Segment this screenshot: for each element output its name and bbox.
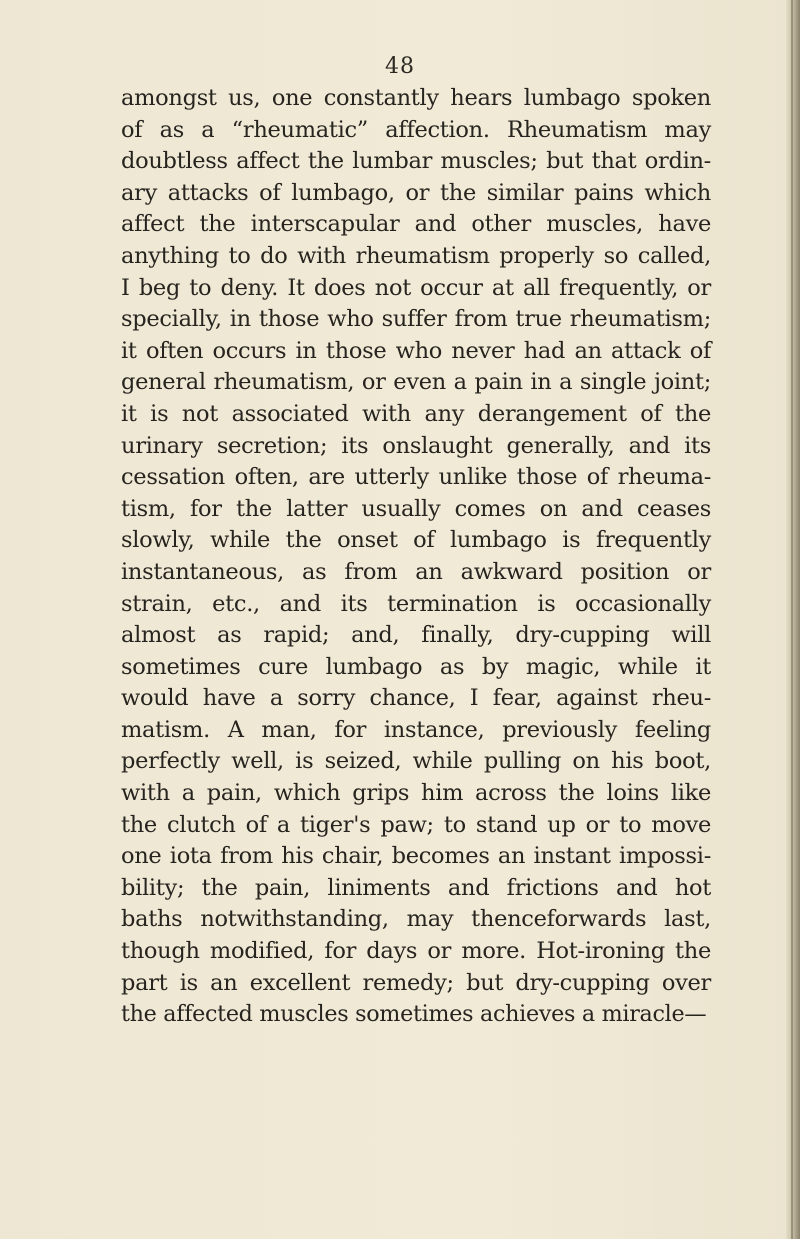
text-line: amongst us, one constantly hears lumbago spoken [121, 85, 711, 111]
text-line: though modified, for days or more. Hot-ironing the [121, 938, 711, 965]
text-line: anything to do with rheumatism properly so called, [121, 242, 711, 269]
page-edge-line [791, 0, 793, 1239]
page-number: 48 [385, 54, 415, 79]
text-line: doubtless affect the lumbar muscles; but that ordin- [121, 148, 711, 175]
text-line: it often occurs in those who never had an attack of [121, 337, 711, 364]
text-line: would have a sorry chance, I fear, against rheu- [121, 685, 711, 712]
text-line: matism. A man, for instance, previously feeling [121, 716, 711, 743]
text-line: cessation often, are utterly unlike those of rheuma- [121, 464, 711, 491]
text-line: with a pain, which grips him across the loins like [121, 780, 711, 807]
text-line: strain, etc., and its termination is occasionally [121, 590, 711, 617]
text-line: the clutch of a tiger's paw; to stand up or to move [121, 811, 711, 838]
text-line: specially, in those who suffer from true rheumatism; [121, 306, 711, 333]
text-line: bility; the pain, liniments and frictions and hot [121, 874, 711, 901]
text-line: urinary secretion; its onslaught generally, and its [121, 432, 711, 459]
text-line: affect the interscapular and other muscles, have [121, 211, 711, 238]
text-line: ary attacks of lumbago, or the similar pains which [121, 179, 711, 206]
text-line: it is not associated with any derangement of the [121, 400, 711, 427]
text-line: almost as rapid; and, finally, dry-cupping will [121, 622, 711, 649]
text-line: I beg to deny. It does not occur at all frequently, or [121, 274, 711, 301]
page-edge-shadow [786, 0, 800, 1239]
text-line: slowly, while the onset of lumbago is frequently [121, 527, 711, 554]
text-line: the affected muscles sometimes achieves a miracle— [121, 1001, 707, 1028]
text-line: one iota from his chair, becomes an instant impossi- [121, 843, 711, 870]
text-line: baths notwithstanding, may thenceforwards last, [121, 906, 711, 933]
text-line: sometimes cure lumbago as by magic, while it [121, 653, 711, 680]
text-line: general rheumatism, or even a pain in a single joint; [121, 369, 711, 396]
body-paragraph [121, 83, 711, 1031]
text-line: part is an excellent remedy; but dry-cupping over [121, 969, 711, 996]
text-line: tism, for the latter usually comes on and ceases [121, 495, 711, 522]
text-line: perfectly well, is seized, while pulling on his boot, [121, 748, 711, 775]
text-line: instantaneous, as from an awkward position or [121, 558, 711, 585]
text-line: of as a “rheumatic” affection. Rheumatism may [121, 116, 711, 143]
